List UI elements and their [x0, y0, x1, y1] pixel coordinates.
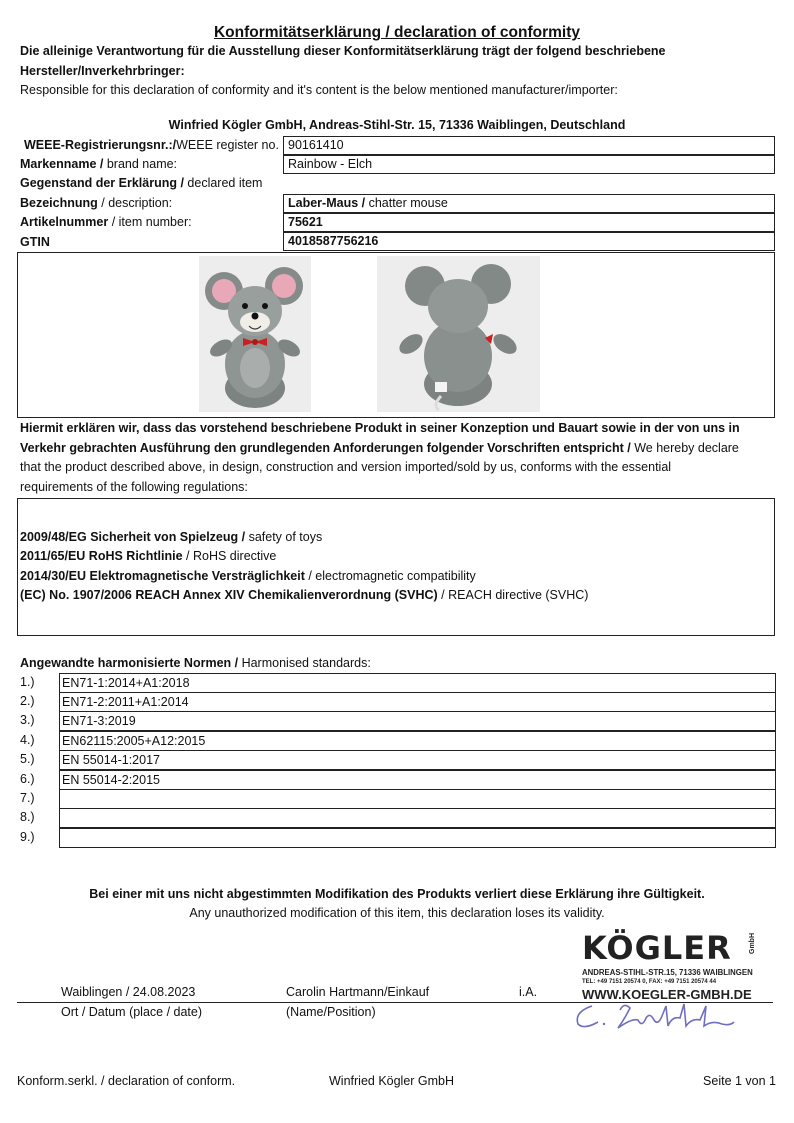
declaration-line2: [20, 441, 739, 455]
standards-heading-de: Angewandte harmonisierte Normen /: [20, 656, 239, 670]
regulation-english: / RoHS directive: [182, 549, 277, 563]
declaration-german-line2: Verkehr gebrachten Ausführung den grundlegenden Anforderungen folgender Vorschriften entspricht /: [20, 441, 631, 455]
standard-row: [20, 770, 776, 789]
intro-english: Responsible for this declaration of conformity and it's content is the below mentioned manufacturer/importer:: [20, 83, 618, 97]
weee-label-en: WEEE register no.: [176, 138, 279, 152]
regulation-item: [20, 569, 476, 583]
regulations-box: [17, 498, 775, 636]
logo-brand: KÖGLER: [582, 929, 732, 967]
regulation-english: / REACH directive (SVHC): [437, 588, 589, 602]
declaration-english-line2: We hereby declare: [630, 441, 739, 455]
description-label-de: Bezeichnung: [20, 196, 98, 210]
standard-row: [20, 731, 776, 750]
standard-row: [20, 808, 776, 827]
item-number-label-en: / item number:: [108, 215, 192, 229]
description-value-de: Laber-Maus /: [288, 196, 366, 210]
logo-address: ANDREAS-STIHL-STR.15, 71336 WAIBLINGEN: [582, 968, 753, 977]
standard-number: 9.): [20, 830, 35, 844]
logo-phone: TEL: +49 7151 20574 0, FAX: +49 7151 20574 44: [582, 979, 717, 985]
regulation-item: [20, 588, 588, 602]
standard-number: 2.): [20, 694, 35, 708]
standard-row: [20, 750, 776, 769]
standard-value-field: EN71-3:2019: [59, 711, 776, 731]
standard-number: 8.): [20, 810, 35, 824]
regulation-item: [20, 549, 276, 563]
ia-label: i.A.: [519, 985, 538, 999]
subject-label-en: declared item: [183, 176, 263, 190]
standard-value-field: EN71-1:2014+A1:2018: [59, 673, 776, 693]
standard-number: 4.): [20, 733, 35, 747]
name-position-label: (Name/Position): [286, 1005, 376, 1019]
weee-label: [24, 138, 279, 152]
place-date-label: Ort / Datum (place / date): [61, 1005, 203, 1019]
weee-label-de: WEEE-Registrierungsnr.:/: [24, 138, 177, 152]
standard-row: [20, 789, 776, 808]
description-value-field: [283, 194, 775, 213]
regulation-english: / electromagnetic compatibility: [304, 569, 476, 583]
regulation-name: (EC) No. 1907/2006 REACH Annex XIV Chemikalienverordnung (SVHC): [20, 588, 438, 602]
brand-label-de: Markenname /: [20, 157, 104, 171]
description-label-en: / description:: [97, 196, 173, 210]
standard-number: 5.): [20, 752, 35, 766]
subject-label: [20, 176, 262, 190]
standard-number: 7.): [20, 791, 35, 805]
standard-number: 1.): [20, 675, 35, 689]
regulation-english: safety of toys: [245, 530, 323, 544]
gtin-label: GTIN: [20, 235, 50, 249]
validity-note-german: Bei einer mit uns nicht abgestimmten Modifikation des Produkts verliert diese Erklärung ihre Gültigkeit.: [89, 887, 705, 901]
standard-row: [20, 692, 776, 711]
logo-suffix: GmbH: [749, 933, 756, 954]
product-photo-front: [199, 256, 311, 412]
standard-value-field: EN 55014-1:2017: [59, 750, 776, 770]
product-photo-back: [377, 256, 540, 412]
standard-value-field: EN 55014-2:2015: [59, 770, 776, 790]
brand-label-en: brand name:: [103, 157, 178, 171]
declaration-english-line3: that the product described above, in design, construction and version imported/sold by us, conforms with the essential: [20, 460, 672, 474]
declaration-german-line1: Hiermit erklären wir, dass das vorstehend beschriebene Produkt in seiner Konzeption und Bauart sowie in der von uns in: [20, 421, 740, 435]
standard-row: [20, 828, 776, 847]
item-number-label-de: Artikelnummer: [20, 215, 109, 229]
regulation-name: 2014/30/EU Elektromagnetische Versträglichkeit: [20, 569, 305, 583]
company-stamp: [582, 930, 762, 1004]
intro-german-line2: Hersteller/Inverkehrbringer:: [20, 64, 185, 78]
gtin-value-field: 4018587756216: [283, 232, 775, 251]
footer-left: Konform.serkl. / declaration of conform.: [17, 1074, 236, 1088]
logo-website: WWW.KOEGLER-GMBH.DE: [582, 987, 752, 1002]
manufacturer-address: Winfried Kögler GmbH, Andreas-Stihl-Str. 15, 71336 Waiblingen, Deutschland: [168, 118, 626, 132]
standard-value-field: EN62115:2005+A12:2015: [59, 731, 776, 751]
standard-value-field: [59, 789, 776, 809]
item-number-value-field: 75621: [283, 213, 775, 232]
standards-heading: [20, 656, 371, 670]
description-label: [20, 196, 172, 210]
standard-number: 3.): [20, 713, 35, 727]
declaration-english-line4: requirements of the following regulations:: [20, 480, 248, 494]
name-position-value: Carolin Hartmann/Einkauf: [286, 985, 430, 999]
brand-value-field: Rainbow - Elch: [283, 155, 775, 174]
intro-german-line1: Die alleinige Verantwortung für die Ausstellung dieser Konformitätserklärung trägt der folgend beschriebene: [20, 44, 666, 58]
standard-number: 6.): [20, 772, 35, 786]
weee-value-field: 90161410: [283, 136, 775, 155]
standard-row: [20, 673, 776, 692]
subject-label-de: Gegenstand der Erklärung /: [20, 176, 184, 190]
regulation-name: 2009/48/EG Sicherheit von Spielzeug /: [20, 530, 246, 544]
footer-company: Winfried Kögler GmbH: [329, 1074, 455, 1088]
standards-heading-en: Harmonised standards:: [238, 656, 371, 670]
regulation-item: [20, 530, 322, 544]
standard-row: [20, 711, 776, 730]
place-date-value: Waiblingen / 24.08.2023: [61, 985, 196, 999]
validity-note-english: Any unauthorized modification of this item, this declaration loses its validity.: [189, 906, 605, 920]
document-title: Konformitätserklärung / declaration of conformity: [213, 24, 581, 41]
standard-value-field: EN71-2:2011+A1:2014: [59, 692, 776, 712]
standard-value-field: [59, 828, 776, 848]
footer-page-number: Seite 1 von 1: [703, 1074, 776, 1088]
item-number-label: [20, 215, 192, 229]
handwritten-signature: [572, 998, 737, 1036]
regulation-name: 2011/65/EU RoHS Richtlinie: [20, 549, 183, 563]
standard-value-field: [59, 808, 776, 828]
description-value-en: chatter mouse: [365, 196, 448, 210]
brand-label: [20, 157, 177, 171]
